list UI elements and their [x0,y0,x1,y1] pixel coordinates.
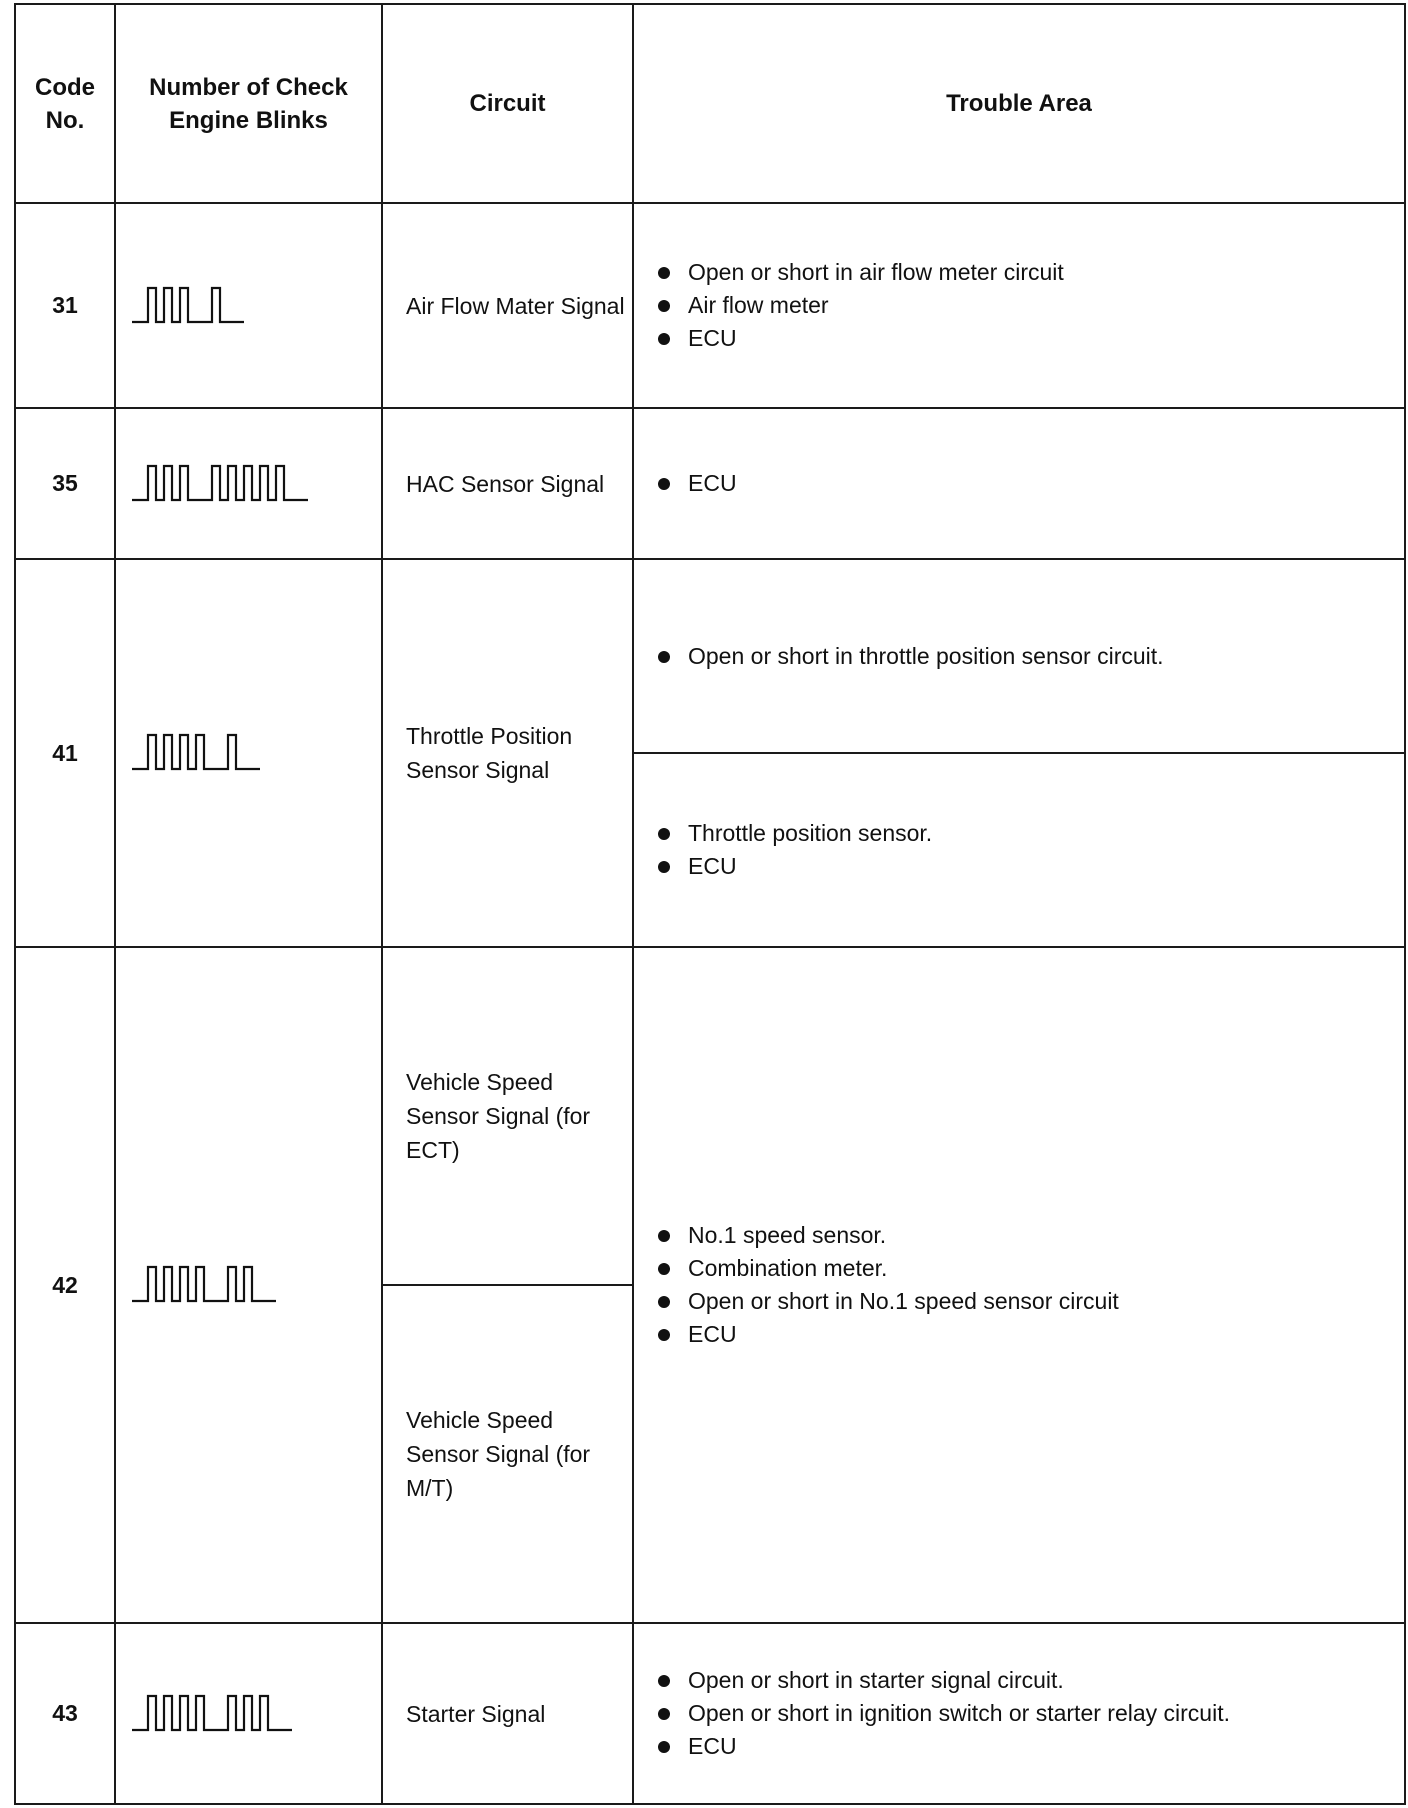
blink-waveform [132,466,308,500]
header-circuit: Circuit [382,4,633,203]
circuit-name: Vehicle Speed Sensor Signal (for M/T) [382,1285,633,1623]
trouble-item: Open or short in throttle position sensor circuit. [656,640,1404,673]
trouble-item: Open or short in air flow meter circuit [656,256,1404,289]
trouble-item: No.1 speed sensor. [656,1219,1404,1252]
blink-waveform [132,288,244,322]
trouble-item: Open or short in No.1 speed sensor circuit [656,1285,1404,1318]
blink-pattern-icon [130,1692,370,1736]
trouble-item: ECU [656,1318,1404,1351]
blink-pattern [115,947,382,1623]
circuit-name: Air Flow Mater Signal [382,203,633,408]
trouble-item: ECU [656,322,1404,355]
blink-pattern-icon [130,1263,370,1307]
trouble-item: ECU [656,1730,1404,1763]
blink-waveform [132,1696,292,1730]
diagnostic-code-sheet [14,3,1404,1803]
code-number: 43 [15,1623,115,1804]
circuit-name: Vehicle Speed Sensor Signal (for ECT) [382,947,633,1285]
trouble-area [633,559,1405,753]
blink-pattern [115,559,382,947]
circuit-name: HAC Sensor Signal [382,408,633,559]
trouble-item: ECU [656,467,1404,500]
trouble-area [633,408,1405,559]
trouble-item: Throttle position sensor. [656,817,1404,850]
table-row [15,947,1405,1285]
blink-pattern-icon [130,731,370,775]
code-number: 41 [15,559,115,947]
code-number: 35 [15,408,115,559]
trouble-area [633,753,1405,947]
blink-pattern [115,408,382,559]
blink-pattern [115,203,382,408]
trouble-item: Combination meter. [656,1252,1404,1285]
header-trouble-area: Trouble Area [633,4,1405,203]
blink-pattern-icon [130,462,370,506]
circuit-name: Throttle Position Sensor Signal [382,559,633,947]
blink-waveform [132,735,260,769]
table-row [15,408,1405,559]
header-code-no: Code No. [15,4,115,203]
blink-waveform [132,1267,276,1301]
code-number: 31 [15,203,115,408]
blink-pattern-icon [130,284,370,328]
table-row [15,1623,1405,1804]
trouble-area [633,947,1405,1623]
trouble-item: Open or short in starter signal circuit. [656,1664,1404,1697]
table-row [15,559,1405,753]
header-row [15,4,1405,203]
trouble-item: Open or short in ignition switch or starter relay circuit. [656,1697,1404,1730]
trouble-item: ECU [656,850,1404,883]
trouble-area [633,1623,1405,1804]
header-blinks: Number of Check Engine Blinks [115,4,382,203]
trouble-item: Air flow meter [656,289,1404,322]
code-number: 42 [15,947,115,1623]
circuit-name: Starter Signal [382,1623,633,1804]
table-row [15,203,1405,408]
trouble-area [633,203,1405,408]
diagnostic-code-table [14,3,1406,1805]
blink-pattern [115,1623,382,1804]
